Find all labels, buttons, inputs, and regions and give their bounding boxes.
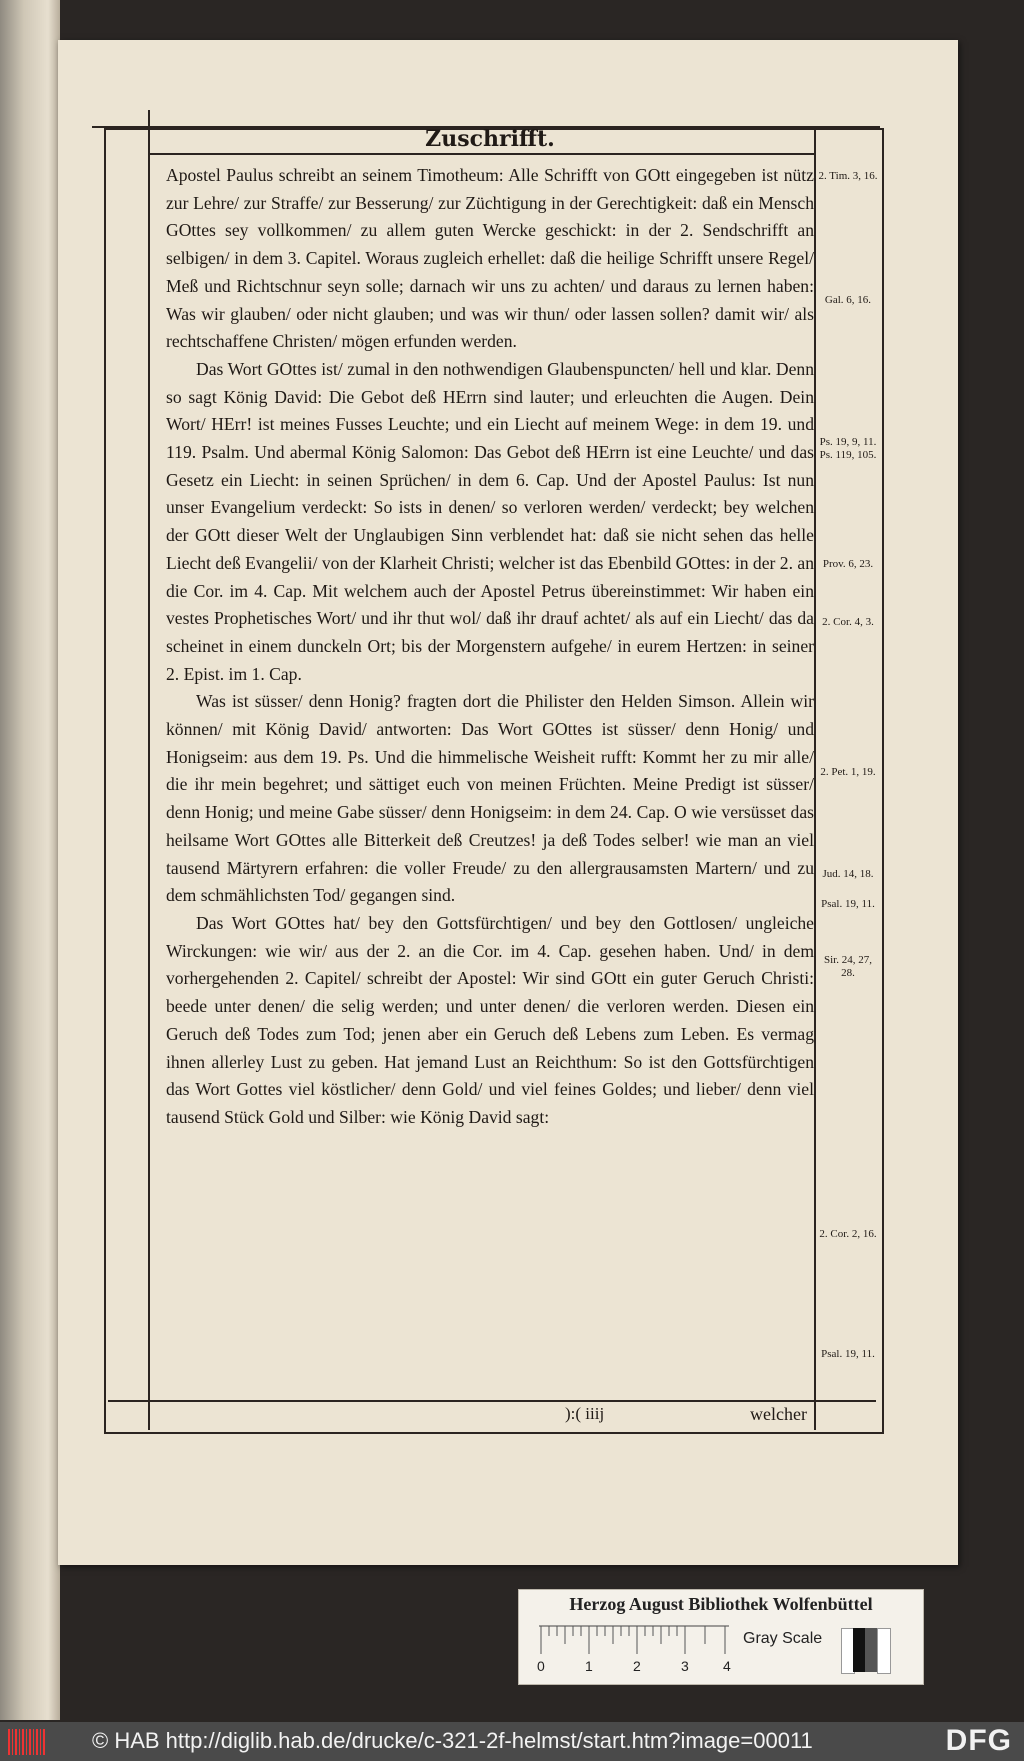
ruler-number: 2	[633, 1658, 641, 1674]
footer-bar	[0, 1722, 1024, 1761]
margin-note: 2. Tim. 3, 16.	[818, 170, 878, 182]
library-color-card	[518, 1589, 924, 1685]
margin-note: Jud. 14, 18.	[822, 868, 874, 880]
paragraph: Apostel Paulus schreibt an seinem Timotheum: Alle Schrifft von GOtt eingegeben ist nütz zur Lehre/ zur Straffe/ zur Besserung/ zur Züchtigung in der Gerechtigkeit: daß ein Mensch GOttes sey vollkommen/ zu allem guten Wercke geschickt: in der 2. Sendschrifft an selbigen/ in dem 3. Capitel. Woraus zugleich erhellet: daß die heilige Schrifft unsere Regel/ Meß und Richtschnur seyn solle; darnach wir uns zu achten/ und daraus zu lernen haben: Was wir glauben/ oder nicht glauben; und was wir thun/ oder lassen sollen? damit wir/ als rechtschaffene Christen/ mögen erfunden werden.	[166, 165, 814, 352]
paragraph: Was ist süsser/ denn Honig? fragten dort die Philister den Helden Simson. Allein wir können/ mit König David/ antworten: Das Wort GOttes ist süsser/ denn Honig/ und Honigseim: aus dem 19. Ps. Und die himmelische Weisheit rufft: Kommt her zu mir alle/ die ihr mein begehret; und sättiget euch von meinen Früchten. Meine Predigt ist süsser/ denn Honig; und meine Gabe süsser/ denn Honigseim: in dem 24. Cap. O wie versüsset das heilsame Wort GOttes alle Bitterkeit deß Creutzes! ja deß Todes selber! wie man an viel tausend Märtyrern erfahren: die voller Freude/ zu den allergrausamsten Martern/ und zu dem schmählichsten Tod/ gegangen sind.	[166, 691, 814, 906]
gray-patch-white	[877, 1628, 891, 1674]
ruler-number: 3	[681, 1658, 689, 1674]
gray-scale-label: Gray Scale	[743, 1630, 823, 1647]
margin-note: Psal. 19, 11.	[821, 1348, 875, 1360]
margin-note: Gal. 6, 16.	[824, 294, 872, 306]
head-rule	[148, 153, 814, 155]
margin-note: Ps. 19, 9, 11. Ps. 119, 105.	[819, 436, 877, 461]
margin-note: 2. Cor. 2, 16.	[819, 1228, 877, 1240]
signature-mark: ):( iiij	[565, 1404, 605, 1423]
facing-page-edge	[0, 0, 60, 1720]
gray-patch-dark	[865, 1628, 877, 1672]
ruler-number: 4	[723, 1658, 731, 1674]
text-bottom-rule	[108, 1400, 876, 1402]
paragraph: Das Wort GOttes ist/ zumal in den nothwendigen Glaubenspuncten/ hell und klar. Denn so sagt König David: Die Gebot deß HErrn sind lauter; und erleuchten die Augen. Dein Wort/ HErr! ist meines Fusses Leuchte; und ein Liecht auf meinem Wege: in dem 19. und 119. Psalm. Und abermal König Salomon: Das Gebot deß HErrn ist eine Leuchte/ und das Gesetz ein Liecht: in seinen Sprüchen/ in dem 6. Cap. Und der Apostel Paulus: Ist nun unser Evangelium verdeckt: So ists in denen/ so verloren werden/ verdeckt; bey welchen der GOtt dieser Welt der Unglaubigen Sinn verblendet hat: daß sie nicht sehen das helle Liecht deß Evangelii/ von der Klarheit Christi; welcher ist das Ebenbild GOttes: in der 2. an die Cor. im 4. Cap. Mit welchem auch der Apostel Petrus übereinstimmet: Wir haben ein vestes Prophetisches Wort/ und ihr thut wol/ daß ihr drauf achtet/ als auf ein Liecht/ das da scheinet in einem dunckeln Ort; bis der Morgenstern aufgehe/ in eurem Hertzen: in seiner 2. Epist. im 1. Cap.	[166, 358, 814, 684]
margin-note: Prov. 6, 23.	[822, 558, 874, 570]
dfg-logo: DFG	[945, 1724, 1012, 1757]
ruler-scale	[539, 1624, 729, 1658]
hab-logo-icon	[8, 1729, 46, 1755]
margin-note: 2. Pet. 1, 19.	[820, 766, 876, 778]
running-head: Zuschrifft.	[425, 126, 555, 152]
paragraph: Das Wort GOttes hat/ bey den Gottsfürchtigen/ und bey den Gottlosen/ ungleiche Wirckungen: wie wir/ aus der 2. an die Cor. im 4. Cap. gesehen haben. Und/ in dem vorhergehenden 2. Capitel/ schreibt der Apostel: Wir sind GOtt ein guter Geruch Christi: beede unter denen/ die selig werden; und unter denen/ die verloren werden. Diesen ein Geruch deß Todes zum Tod; jenen aber ein Geruch deß Lebens zum Leben. Es vermag ihnen allerley Lust zu geben. Hat jemand Lust an Reichthum: So ist den Gottsfürchtigen das Wort Gottes viel köstlicher/ denn Gold/ und viel feines Goldes; und lieber/ denn viel tausend Stück Gold und Silber: wie König David sagt:	[166, 912, 814, 1127]
margin-note: Psal. 19, 11.	[821, 898, 875, 910]
main-text-block	[166, 162, 814, 1132]
inner-left-rule	[148, 110, 150, 1430]
gray-patch-black	[853, 1628, 865, 1672]
margin-note: 2. Cor. 4, 3.	[822, 616, 874, 628]
copyright-link[interactable]: © HAB http://diglib.hab.de/drucke/c-321-2f-helmst/start.htm?image=00011	[92, 1728, 813, 1753]
ruler-number: 1	[585, 1658, 593, 1674]
library-name: Herzog August Bibliothek Wolfenbüttel	[569, 1594, 873, 1614]
catchword: welcher	[750, 1404, 807, 1424]
ruler-number: 0	[537, 1658, 545, 1674]
margin-note: Sir. 24, 27, 28.	[824, 954, 872, 979]
